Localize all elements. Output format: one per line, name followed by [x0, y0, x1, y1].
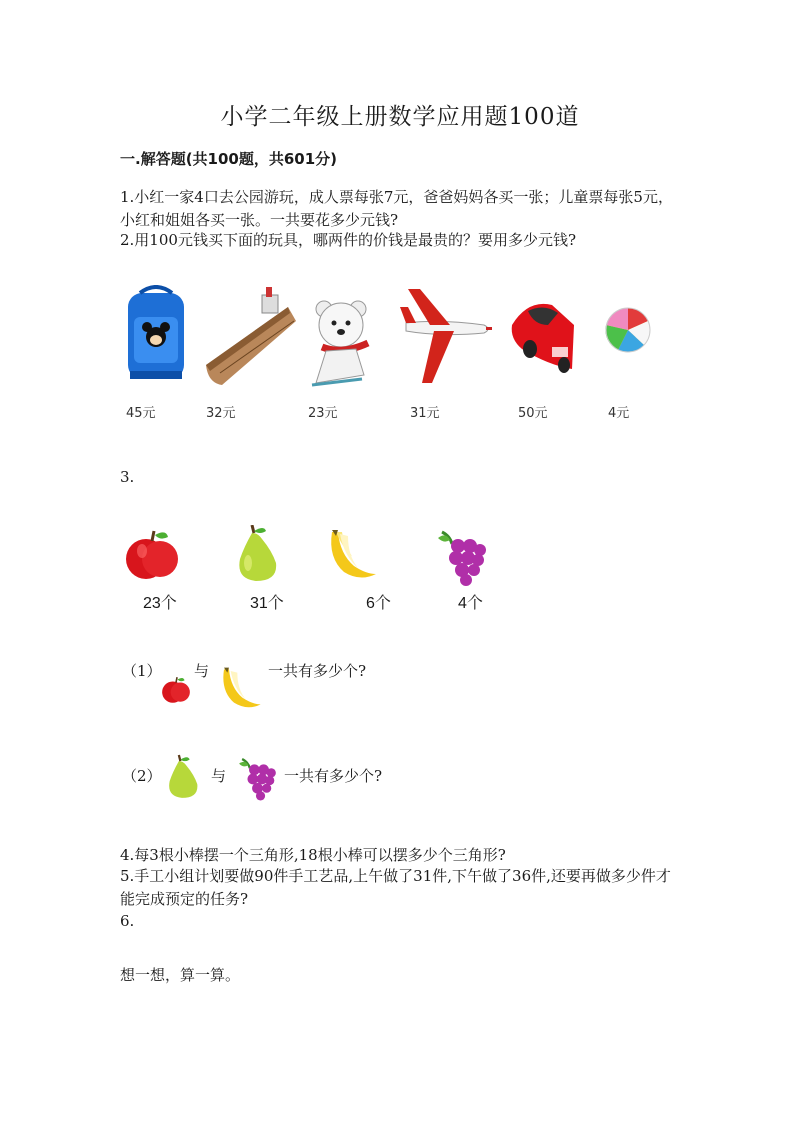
airplane-icon [400, 285, 500, 395]
count-grapes: 4个 [458, 595, 483, 612]
page-title: 小学二年级上册数学应用题100道 [220, 104, 580, 130]
question-1: 1.小红一家4口去公园游玩，成人票每张7元，爸爸妈妈各买一张；儿童票每张5元，小红和姐姐各买一张。一共要花多少元钱? [120, 188, 673, 229]
apple-icon [122, 525, 182, 585]
price-ship: 32元 [206, 406, 236, 421]
sub1-label: （1） [122, 662, 162, 680]
count-banana: 6个 [366, 595, 391, 612]
question-2: 2.用100元钱买下面的玩具，哪两件的价钱是最贵的？要用多少元钱? [120, 231, 576, 249]
count-apple: 23个 [143, 595, 177, 612]
pear-icon [162, 754, 208, 802]
sub2-question: 一共有多少个? [284, 767, 383, 785]
sub1-conjunction: 与 [194, 662, 210, 680]
grapes-icon [434, 528, 494, 588]
question-5: 5.手工小组计划要做90件手工艺品,上午做了31件,下午做了36件,还要再做多少件才能完成预定的任务? [120, 867, 671, 908]
sub2-conjunction: 与 [211, 767, 227, 785]
car-icon [508, 285, 608, 395]
apple-icon [160, 674, 192, 706]
price-bear: 23元 [308, 406, 338, 421]
price-car: 50元 [518, 406, 548, 421]
sub1-question: 一共有多少个? [268, 662, 367, 680]
question-4: 4.每3根小棒摆一个三角形,18根小棒可以摆多少个三角形? [120, 846, 506, 864]
bear-icon [302, 285, 402, 395]
pear-icon [230, 525, 290, 585]
ship-icon [200, 285, 300, 395]
price-airplane: 31元 [410, 406, 440, 421]
question-6: 6. [120, 912, 135, 930]
count-pear: 31个 [250, 595, 284, 612]
section-heading: 一.解答题(共100题，共601分) [120, 150, 338, 168]
ball-icon [600, 285, 700, 395]
price-backpack: 45元 [126, 406, 156, 421]
price-ball: 4元 [608, 406, 630, 421]
grapes-icon [236, 756, 282, 802]
banana-icon [218, 666, 270, 716]
banana-icon [326, 528, 386, 588]
question-3: 3. [120, 468, 135, 486]
sub2-label: （2） [122, 767, 162, 785]
question-6-text: 想一想，算一算。 [120, 966, 241, 984]
